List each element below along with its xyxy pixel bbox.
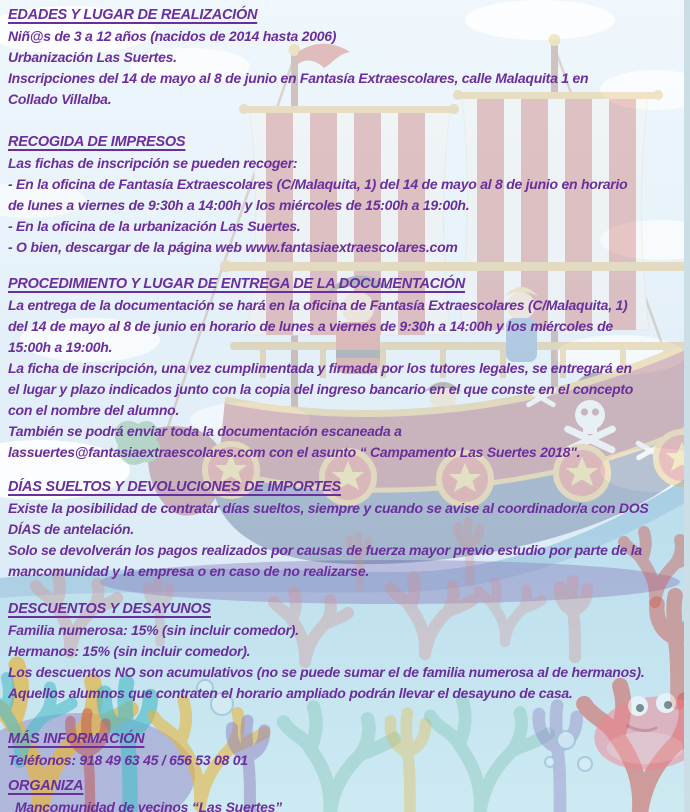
section-descuentos bbox=[8, 599, 686, 704]
section-procedimiento bbox=[8, 274, 686, 463]
text-line: Familia numerosa: 15% (sin incluir comedor). bbox=[8, 622, 299, 638]
text-line: Collado Villalba. bbox=[8, 91, 112, 107]
text-line: 15:00h a 19:00h. bbox=[8, 339, 113, 355]
section-dias-sueltos bbox=[8, 477, 686, 582]
text-line: La ficha de inscripción, una vez cumplimentada y firmada por los tutores legales, se entregará en bbox=[8, 360, 632, 376]
heading-descuentos: DESCUENTOS Y DESAYUNOS bbox=[8, 601, 211, 617]
text-line: de lunes a viernes de 9:30h a 14:00h y los miércoles de 15:00h a 19:00h. bbox=[8, 197, 470, 213]
text-line: Solo se devolverán los pagos realizados por causas de fuerza mayor previo estudio por parte de la bbox=[8, 542, 642, 558]
heading-recogida: RECOGIDA DE IMPRESOS bbox=[8, 134, 186, 150]
text-line email-address: lassuertes@fantasiaextraescolares.com con el asunto “ Campamento Las Suertes 2018". bbox=[8, 444, 581, 460]
text-line: Urbanización Las Suertes. bbox=[8, 49, 177, 65]
text-line website-url: - O bien, descargar de la página web www.fantasiaextraescolares.com bbox=[8, 239, 458, 255]
text-line phone-numbers: Teléfonos: 918 49 63 45 / 656 53 08 01 bbox=[8, 752, 248, 768]
text-line: del 14 de mayo al 8 de junio en horario de lunes a viernes de 9:30h a 14:00h y los miércoles de bbox=[8, 318, 613, 334]
text-line: DÍAS de antelación. bbox=[8, 521, 134, 537]
text-line: mancomunidad y la empresa o en caso de no realizarse. bbox=[8, 563, 370, 579]
section-edades bbox=[8, 5, 686, 110]
text-line: Existe la posibilidad de contratar días sueltos, siempre y cuando se avise al coordinador/a con DOS bbox=[8, 500, 649, 516]
flyer-content bbox=[8, 5, 686, 812]
text-line: Hermanos: 15% (sin incluir comedor). bbox=[8, 643, 251, 659]
text-line: También se podrá enviar toda la documentación escaneada a bbox=[8, 423, 402, 439]
text-line: Inscripciones del 14 de mayo al 8 de junio en Fantasía Extraescolares, calle Malaquita 1 en bbox=[8, 70, 589, 86]
section-mas-informacion bbox=[8, 729, 686, 771]
text-line: con el nombre del alumno. bbox=[8, 402, 180, 418]
text-line: La entrega de la documentación se hará en la oficina de Fantasía Extraescolares (C/Malaquita, 1) bbox=[8, 297, 628, 313]
text-line organizer-name: Mancomunidad de vecinos “Las Suertes” bbox=[15, 799, 282, 812]
heading-organiza: ORGANIZA bbox=[8, 778, 84, 794]
section-organiza bbox=[8, 776, 686, 812]
text-line: Aquellos alumnos que contraten el horario ampliado podrán llevar el desayuno de casa. bbox=[8, 685, 573, 701]
section-recogida bbox=[8, 132, 686, 258]
text-line: el lugar y plazo indicados junto con la copia del ingreso bancario en el que conste en el concepto bbox=[8, 381, 634, 397]
text-line: - En la oficina de la urbanización Las Suertes. bbox=[8, 218, 301, 234]
heading-mas-informacion: MÁS INFORMACIÓN bbox=[8, 731, 145, 747]
text-line: Las fichas de inscripción se pueden recoger: bbox=[8, 155, 298, 171]
text-line: - En la oficina de Fantasía Extraescolares (C/Malaquita, 1) del 14 de mayo al 8 de junio en horario bbox=[8, 176, 628, 192]
heading-edades: EDADES Y LUGAR DE REALIZACIÓN bbox=[8, 7, 258, 23]
heading-procedimiento: PROCEDIMIENTO Y LUGAR DE ENTREGA DE LA DOCUMENTACIÓN bbox=[8, 276, 465, 292]
text-line: Niñ@s de 3 a 12 años (nacidos de 2014 hasta 2006) bbox=[8, 28, 337, 44]
text-line: Los descuentos NO son acumulativos (no se puede sumar el de familia numerosa al de hermanos). bbox=[8, 664, 645, 680]
heading-dias-sueltos: DÍAS SUELTOS Y DEVOLUCIONES DE IMPORTES bbox=[8, 479, 341, 495]
